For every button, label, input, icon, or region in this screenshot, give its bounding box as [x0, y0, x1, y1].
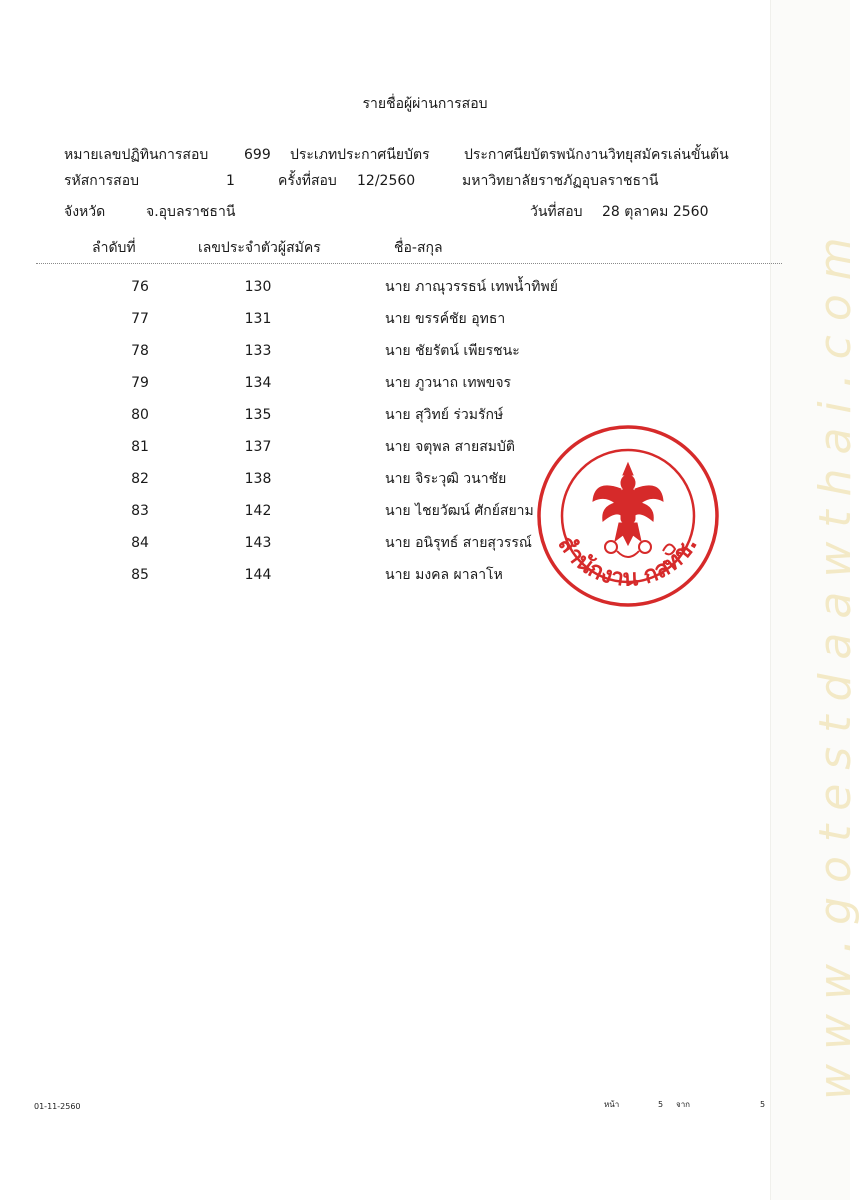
row-order: 82: [131, 471, 149, 487]
exam-calendar-value: 699: [244, 147, 271, 163]
row-full-name: นาย ภาณุวรรธน์ เทพน้ำทิพย์: [385, 279, 558, 295]
row-full-name: นาย มงคล ผาลาโห: [385, 567, 503, 583]
total-pages: 5: [760, 1100, 766, 1109]
row-full-name: นาย สุวิทย์ ร่วมรักษ์: [385, 407, 504, 423]
of-label: จาก: [676, 1100, 691, 1109]
row-full-name: นาย จิระวุฒิ วนาชัย: [385, 471, 507, 487]
row-applicant-id: 131: [244, 311, 272, 327]
watermark-text: www.gotestdaawthai.com: [810, 223, 861, 1100]
row-order: 76: [131, 279, 149, 295]
row-applicant-id: 133: [244, 343, 272, 359]
row-full-name: นาย ไชยวัฒน์ ศักย์สยาม: [385, 503, 534, 519]
row-order: 79: [131, 375, 149, 391]
province-value: จ.อุบลราชธานี: [146, 204, 236, 220]
column-header-full-name: ชื่อ-สกุล: [394, 240, 443, 256]
institution-name: มหาวิทยาลัยราชภัฏอุบลราชธานี: [462, 173, 659, 189]
row-full-name: นาย ภูวนาถ เทพขจร: [385, 375, 512, 391]
row-order: 80: [131, 407, 149, 423]
exam-code-value: 1: [226, 173, 235, 189]
row-order: 78: [131, 343, 149, 359]
announcement-type-label: ประเภทประกาศนียบัตร: [290, 147, 430, 163]
row-order: 77: [131, 311, 149, 327]
row-full-name: นาย จตุพล สายสมบัติ: [385, 439, 515, 455]
table-row: [0, 278, 770, 310]
row-full-name: นาย ขรรค์ชัย อุทธา: [385, 311, 506, 327]
document-title: รายชื่อผู้ผ่านการสอบ: [362, 96, 488, 112]
row-applicant-id: 143: [244, 535, 272, 551]
row-full-name: นาย อนิรุทธ์ สายสุวรรณ์: [385, 535, 532, 551]
header-divider: [36, 263, 782, 264]
certificate-name: ประกาศนียบัตรพนักงานวิทยุสมัครเล่นขั้นต้น: [464, 147, 729, 163]
row-applicant-id: 144: [244, 567, 272, 583]
print-date: 01-11-2560: [34, 1102, 81, 1111]
exam-date-value: 28 ตุลาคม 2560: [602, 204, 709, 220]
row-applicant-id: 142: [244, 503, 272, 519]
nbtc-seal-stamp: [535, 423, 721, 609]
row-order: 84: [131, 535, 149, 551]
row-order: 83: [131, 503, 149, 519]
row-applicant-id: 135: [244, 407, 272, 423]
row-applicant-id: 138: [244, 471, 272, 487]
table-row: [0, 310, 770, 342]
exam-date-label: วันที่สอบ: [530, 204, 583, 220]
row-full-name: นาย ชัยรัตน์ เพียรชนะ: [385, 343, 520, 359]
round-value: 12/2560: [357, 173, 416, 189]
row-order: 81: [131, 439, 149, 455]
row-order: 85: [131, 567, 149, 583]
table-row: [0, 374, 770, 406]
column-header-order: ลำดับที่: [92, 240, 136, 256]
seal-text: สำนักงาน กสทช.: [552, 531, 703, 592]
row-applicant-id: 134: [244, 375, 272, 391]
round-label: ครั้งที่สอบ: [278, 173, 337, 189]
row-applicant-id: 137: [244, 439, 272, 455]
table-row: [0, 342, 770, 374]
exam-calendar-label: หมายเลขปฏิทินการสอบ: [64, 147, 209, 163]
page-label: หน้า: [604, 1100, 620, 1109]
column-header-applicant-id: เลขประจำตัวผู้สมัคร: [198, 240, 321, 256]
page-number: 5: [658, 1100, 664, 1109]
row-applicant-id: 130: [244, 279, 272, 295]
province-label: จังหวัด: [64, 204, 106, 220]
exam-code-label: รหัสการสอบ: [64, 173, 139, 189]
garuda-emblem-icon: [593, 463, 663, 557]
